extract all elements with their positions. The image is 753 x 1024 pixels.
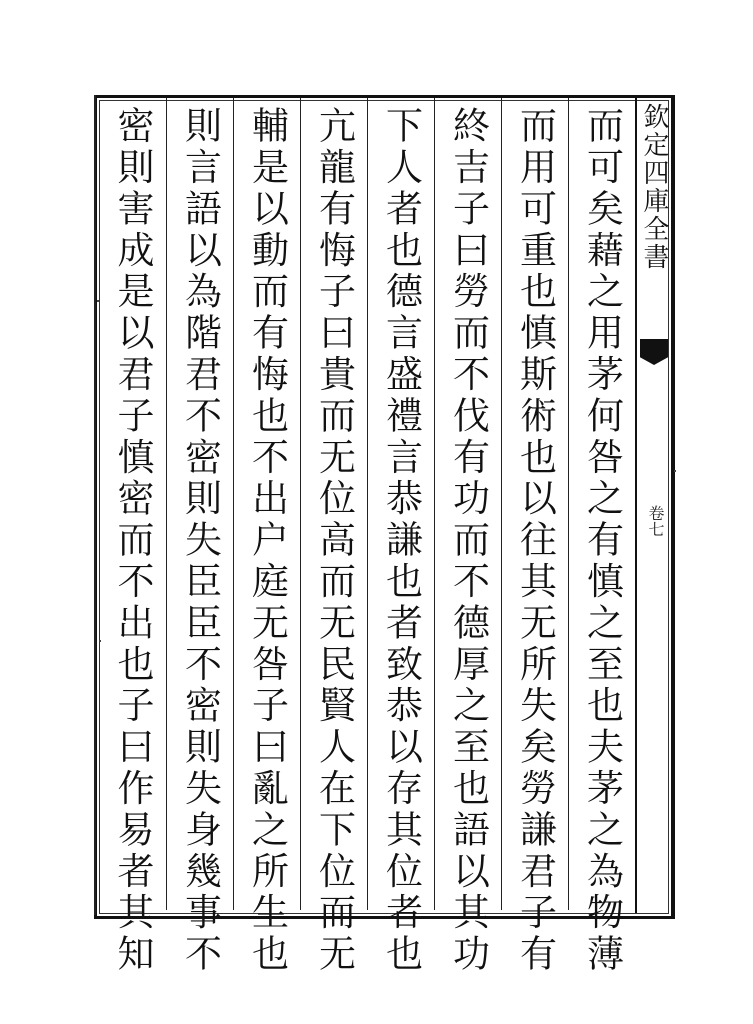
main-text — [97, 98, 635, 976]
book-title: 欽定四庫全書 — [639, 103, 669, 271]
column-text: 而可矣藉之用茅何咎之有慎之至也夫茅之為物薄 — [580, 106, 624, 976]
column-text: 下人者也德言盛禮言恭謙也者致恭以存其位者也 — [379, 106, 423, 976]
column-text: 亢龍有悔子曰貴而无位高而无民賢人在下位而无 — [312, 106, 356, 976]
text-column-8 — [99, 98, 166, 976]
scan-speck — [674, 470, 676, 472]
column-text: 終吉子曰勞而不伐有功而不德厚之至也語以其功 — [446, 106, 490, 976]
text-column-3 — [434, 98, 501, 976]
text-column-7 — [166, 98, 233, 976]
text-column-1 — [568, 98, 635, 976]
block-heart-margin — [635, 95, 670, 913]
text-column-2 — [501, 98, 568, 976]
scan-speck — [97, 300, 99, 302]
scan-speck — [99, 640, 101, 642]
juan-number: 卷七 — [646, 505, 665, 537]
column-text: 而用可重也慎斯術也以往其无所失矣勞謙君子有 — [513, 106, 557, 976]
column-text: 則言語以為階君不密則失臣臣不密則失身幾事不 — [178, 106, 222, 976]
fishtail-mark-icon — [640, 339, 668, 365]
column-text: 輔是以動而有悔也不出户庭无咎子曰亂之所生也 — [245, 106, 289, 976]
text-column-6 — [233, 98, 300, 976]
text-column-4 — [367, 98, 434, 976]
column-text: 密則害成是以君子慎密而不出也子曰作易者其知 — [111, 106, 154, 976]
text-column-5 — [300, 98, 367, 976]
outer-left-rule — [94, 95, 96, 915]
